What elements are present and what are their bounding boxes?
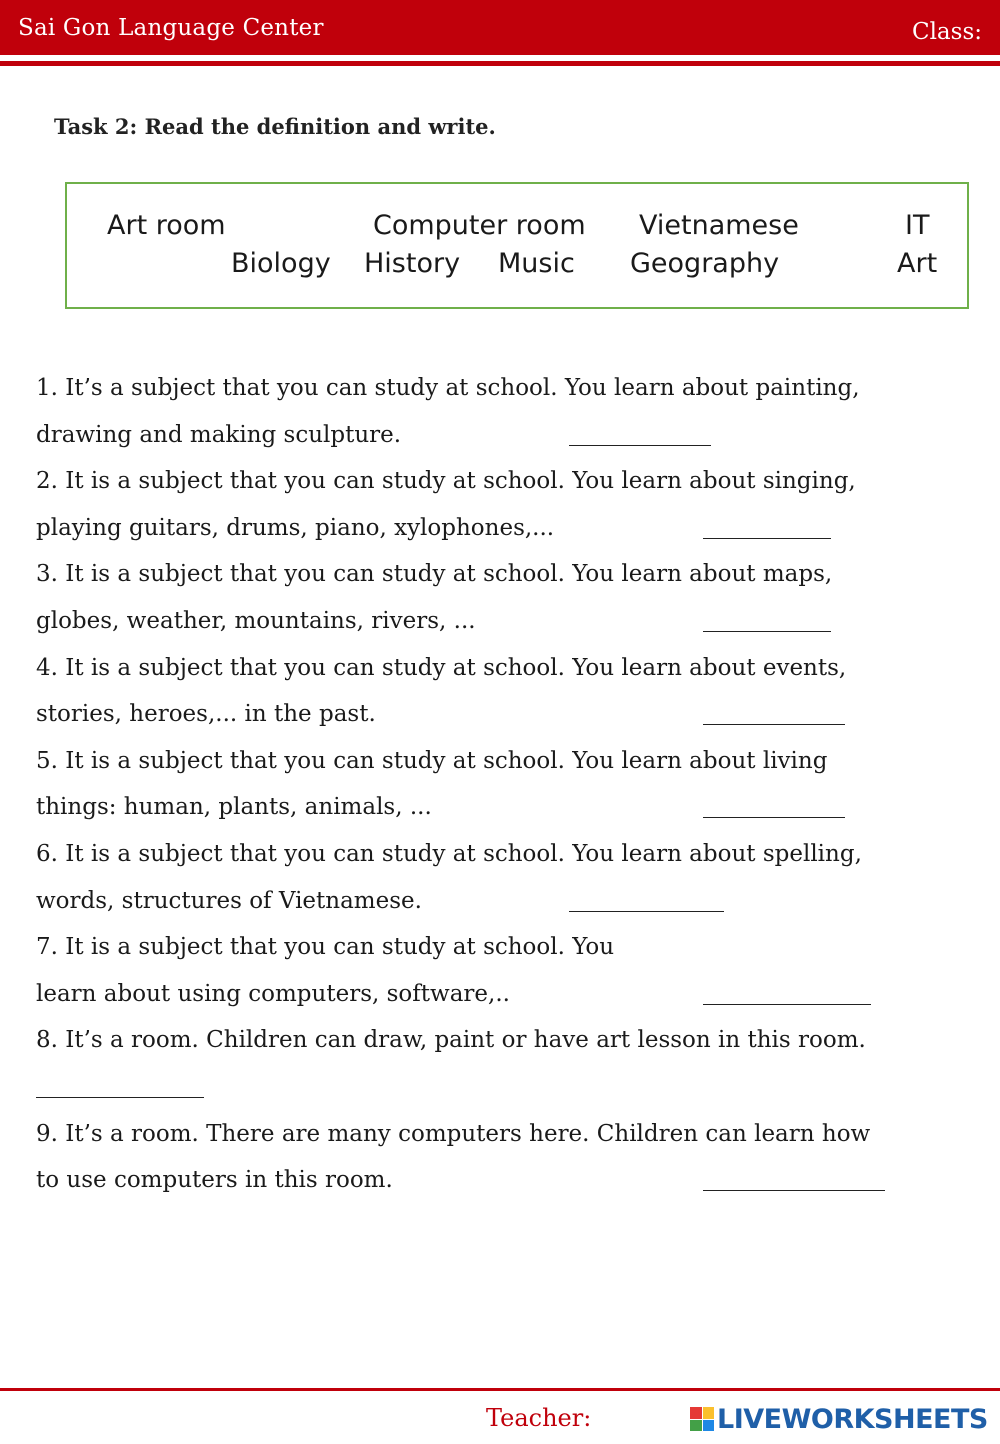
word-bank-item: Art room (107, 210, 226, 241)
answer-blank[interactable] (36, 1097, 204, 1098)
question-line (36, 365, 976, 412)
liveworksheets-logo-icon (690, 1407, 714, 1431)
question-line (36, 691, 976, 738)
question-line (36, 598, 976, 645)
answer-blank[interactable] (703, 1190, 885, 1191)
logo-text: LIVEWORKSHEETS (717, 1403, 988, 1435)
question-line (36, 878, 976, 925)
word-bank-item: History (364, 248, 461, 279)
question-line (36, 738, 976, 785)
question-text: 7. It is a subject that you can study at school. You (36, 934, 615, 961)
answer-blank[interactable] (703, 817, 845, 818)
task-title: Task 2: Read the definition and write. (54, 114, 496, 139)
question-text: 5. It is a subject that you can study at school. You learn about living (36, 747, 828, 774)
question-line (36, 1064, 976, 1111)
question-text: 9. It’s a room. There are many computers here. Children can learn how (36, 1120, 871, 1147)
question-text: to use computers in this room. (36, 1167, 393, 1194)
question-line (36, 1111, 976, 1158)
answer-blank[interactable] (703, 538, 831, 539)
question-text: 8. It’s a room. Children can draw, paint or have art lesson in this room. (36, 1027, 866, 1054)
word-bank-item: Computer room (373, 210, 586, 241)
question-text: 3. It is a subject that you can study at school. You learn about maps, (36, 561, 833, 588)
center-name: Sai Gon Language Center (18, 15, 324, 41)
answer-blank[interactable] (703, 724, 845, 725)
question-line (36, 645, 976, 692)
question-text: words, structures of Vietnamese. (36, 887, 422, 914)
question-text: learn about using computers, software,.. (36, 980, 510, 1007)
word-bank-item: Vietnamese (639, 210, 799, 241)
answer-blank[interactable] (569, 445, 711, 446)
question-line (36, 924, 976, 971)
question-line (36, 505, 976, 552)
question-text: drawing and making sculpture. (36, 421, 402, 448)
class-label: Class: (911, 19, 982, 45)
header-divider (0, 61, 1000, 66)
question-line (36, 412, 976, 459)
question-line (36, 831, 976, 878)
word-bank-item: Biology (231, 248, 331, 279)
question-text: 1. It’s a subject that you can study at school. You learn about painting, (36, 375, 860, 401)
question-text: playing guitars, drums, piano, xylophones,... (36, 514, 555, 541)
answer-blank[interactable] (703, 631, 831, 632)
question-text: 4. It is a subject that you can study at school. You learn about events, (36, 654, 847, 681)
question-text: things: human, plants, animals, ... (36, 794, 432, 821)
answer-blank[interactable] (703, 1004, 871, 1005)
question-text: 6. It is a subject that you can study at school. You learn about spelling, (36, 840, 862, 867)
liveworksheets-logo (690, 1404, 988, 1434)
question-line (36, 458, 976, 505)
question-line (36, 1157, 976, 1204)
answer-blank[interactable] (569, 911, 724, 912)
word-bank-item: IT (905, 210, 930, 241)
word-bank-item: Music (498, 248, 575, 279)
question-text: stories, heroes,... in the past. (36, 701, 376, 728)
question-list (36, 365, 976, 1204)
word-bank-box (65, 182, 969, 309)
question-text: 2. It is a subject that you can study at school. You learn about singing, (36, 468, 856, 495)
footer-divider (0, 1388, 1000, 1391)
question-line (36, 551, 976, 598)
question-line (36, 784, 976, 831)
word-bank-item: Art (897, 248, 938, 279)
question-text: globes, weather, mountains, rivers, ... (36, 607, 476, 634)
word-bank-item: Geography (630, 248, 780, 279)
teacher-label: Teacher: (486, 1404, 592, 1432)
question-line (36, 1017, 976, 1064)
question-line (36, 971, 976, 1018)
